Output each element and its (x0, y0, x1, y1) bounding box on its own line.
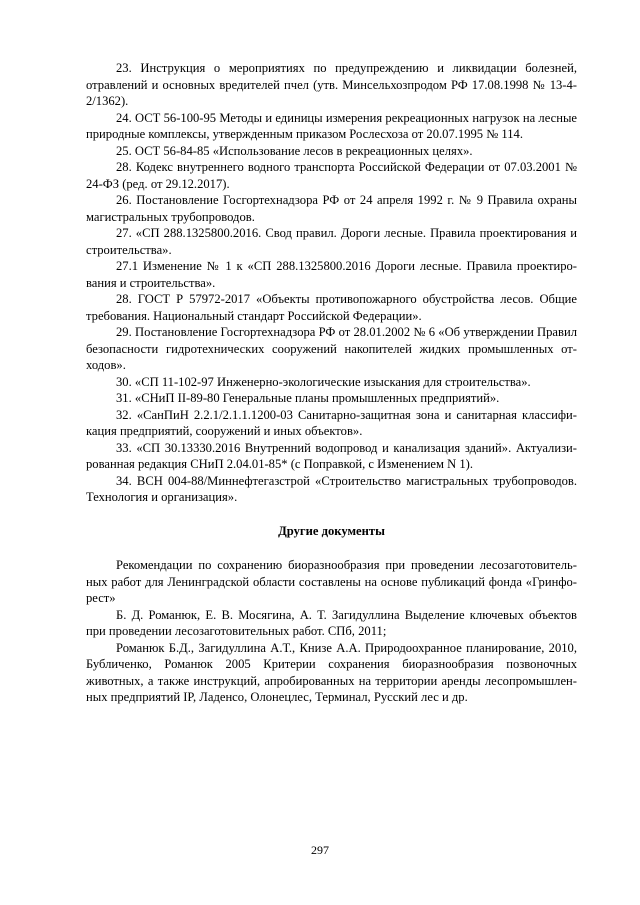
reference-item: 26. Постановление Госгортехнадзора РФ от 24 апреля 1992 г. № 9 Правила охраны магистральных трубопроводов. (86, 193, 577, 224)
reference-item: 32. «СанПиН 2.2.1/2.1.1.1200-03 Санитарно-защитная зона и санитарная классификация предприятий, сооружений и иных объектов». (86, 407, 577, 438)
reference-item: 27. «СП 288.1325800.2016. Свод правил. Дороги лесные. Правила проектирования и строительства». (86, 226, 577, 257)
document-paragraph: Рекомендации по сохранению биоразнообразия при проведении лесозаготовительных работ для Ленинградской области составлены на основе публикаций фонда «Гринфорест» (86, 558, 577, 605)
reference-item: 24. ОСТ 56-100-95 Методы и единицы измерения рекреационных нагрузок на лесные природные комплексы, утвержденным приказом Рослесхоза от 20.07.1995 № 114. (86, 110, 577, 141)
reference-item: 33. «СП 30.13330.2016 Внутренний водопровод и канализация зданий». Актуализированная редакция СНиП 2.04.01-85* (с Поправкой, с Изменением N 1). (86, 440, 577, 471)
reference-item: 25. ОСТ 56-84-85 «Использование лесов в рекреационных целях». (116, 143, 473, 158)
section-heading: Другие документы (278, 523, 385, 538)
page-number: 297 (311, 843, 329, 857)
reference-item: 34. ВСН 004-88/Миннефтегазстрой «Строительство магистральных трубопроводов. Технология и организация». (86, 473, 577, 504)
reference-item: 28. ГОСТ Р 57972-2017 «Объекты противопожарного обустройства лесов. Общие требования. Национальный стандарт Российской Федерации». (86, 292, 577, 323)
reference-item: 27.1 Изменение № 1 к «СП 288.1325800.2016 Дороги лесные. Правила проектирования и строительства». (86, 259, 577, 290)
reference-item: 28. Кодекс внутреннего водного транспорта Российской Федерации от 07.03.2001 № 24-ФЗ (ред. от 29.12.2017). (86, 160, 577, 191)
reference-item: 30. «СП 11-102-97 Инженерно-экологические изыскания для строительства». (116, 374, 531, 389)
reference-item: 23. Инструкция о мероприятиях по предупреждению и ликвидации болезней, отравлений и основных вредителей пчел (утв. Минсельхозпродом РФ 17.08.1998 № 13-4-2/1362). (86, 61, 577, 108)
reference-item: 31. «СНиП II-89-80 Генеральные планы промышленных предприятий». (116, 391, 500, 405)
document-paragraph: Романюк Б.Д., Загидуллина А.Т., Книзе А.А. Природоохранное планирование, 2010, Бубличенко, Романюк 2005 Критерии сохранения биоразнообразия позвоночных животных, а также инструкций, апробированных на территории аренды лесопромышленных предприятий IP, Ладенсо, Олонецлес, Терминал, Русский лес и др. (86, 640, 577, 704)
document-body (86, 60, 577, 706)
reference-item: 29. Постановление Госгортехнадзора РФ от 28.01.2002 № 6 «Об утверждении Правил безопасности гидротехнических сооружений накопителей жидких промышленных отходов». (86, 325, 577, 372)
document-paragraph: Б. Д. Романюк, Е. В. Мосягина, А. Т. Загидуллина Выделение ключевых объектов при проведении лесозаготовительных работ. СПб, 2011; (86, 607, 577, 638)
